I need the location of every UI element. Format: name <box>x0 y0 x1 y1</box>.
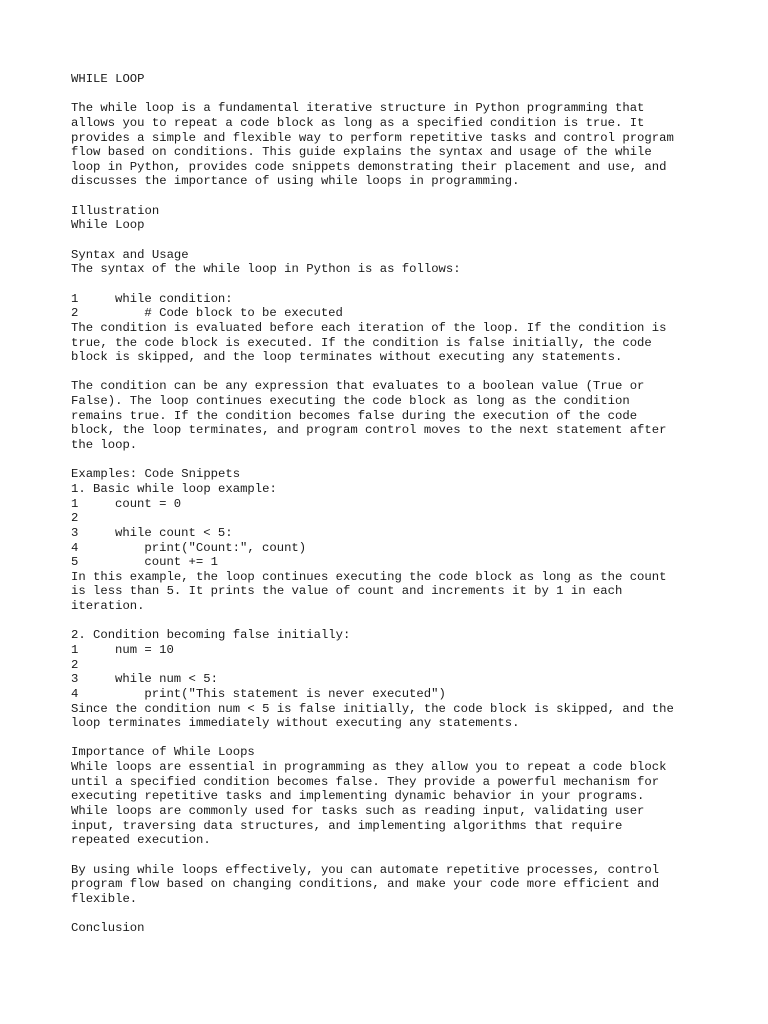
example-1-code-block <box>71 497 731 570</box>
text-line: The while loop is a fundamental iterative structure in Python programming that <box>71 101 645 116</box>
example-1-title: 1. Basic while loop example: <box>71 481 277 496</box>
code-text: while num < 5: <box>115 672 218 687</box>
code-text: while condition: <box>115 291 233 306</box>
code-line <box>71 292 731 307</box>
text-line: program flow based on changing conditions, and make your code more efficient and <box>71 877 660 892</box>
text-line: loop terminates immediately without executing any statements. <box>71 716 520 731</box>
text-line: remains true. If the condition becomes false during the execution of the code <box>71 408 638 423</box>
line-number: 1 <box>71 291 79 306</box>
code-line <box>71 643 731 658</box>
syntax-lead: The syntax of the while loop in Python is as follows: <box>71 262 461 277</box>
example-2-title: 2. Condition becoming false initially: <box>71 628 351 643</box>
code-line <box>71 541 731 556</box>
syntax-paragraph-2 <box>71 379 731 452</box>
text-line: executing repetitive tasks and implementing dynamic behavior in your programs. <box>71 789 645 804</box>
code-line <box>71 497 731 512</box>
code-text: count = 0 <box>115 496 182 511</box>
text-line: While loops are essential in programming as they allow you to repeat a code block <box>71 760 667 775</box>
text-line: true, the code block is executed. If the condition is false initially, the code <box>71 335 652 350</box>
text-line: provides a simple and flexible way to perform repetitive tasks and control program <box>71 130 674 145</box>
spacer <box>71 731 731 746</box>
code-text: num = 10 <box>115 642 174 657</box>
text-line: repeated execution. <box>71 833 211 848</box>
text-line: discusses the importance of using while loops in programming. <box>71 174 520 189</box>
code-text: # Code block to be executed <box>115 306 343 321</box>
text-line: By using while loops effectively, you can automate repetitive processes, control <box>71 862 660 877</box>
code-text: count += 1 <box>115 555 218 570</box>
syntax-code-block <box>71 292 731 321</box>
code-line <box>71 526 731 541</box>
line-number: 4 <box>71 686 79 701</box>
examples-heading: Examples: Code Snippets <box>71 467 241 482</box>
text-line: While loops are commonly used for tasks such as reading input, validating user <box>71 804 645 819</box>
text-line: the loop. <box>71 438 138 453</box>
text-line: allows you to repeat a code block as long as a specified condition is true. It <box>71 115 645 130</box>
code-line <box>71 687 731 702</box>
text-line: is less than 5. It prints the value of count and increments it by 1 in each <box>71 584 623 599</box>
text-line: flow based on conditions. This guide explains the syntax and usage of the while <box>71 145 652 160</box>
spacer <box>71 848 731 863</box>
code-line <box>71 658 731 673</box>
code-line <box>71 306 731 321</box>
line-number: 1 <box>71 496 79 511</box>
line-number: 5 <box>71 555 79 570</box>
spacer <box>71 907 731 922</box>
text-line: flexible. <box>71 891 138 906</box>
syntax-heading: Syntax and Usage <box>71 247 189 262</box>
spacer <box>71 233 731 248</box>
text-line: iteration. <box>71 599 145 614</box>
line-number: 1 <box>71 642 79 657</box>
code-text: print("Count:", count) <box>115 540 307 555</box>
illustration-heading: Illustration <box>71 203 160 218</box>
text-line: block, the loop terminates, and program control moves to the next statement after <box>71 423 667 438</box>
code-text: while count < 5: <box>115 525 233 540</box>
spacer <box>71 189 731 204</box>
document-title: WHILE LOOP <box>71 72 145 86</box>
text-line: input, traversing data structures, and implementing algorithms that require <box>71 818 623 833</box>
example-2-explanation <box>71 702 731 731</box>
text-line: False). The loop continues executing the code block as long as the condition <box>71 394 630 409</box>
intro-paragraph <box>71 101 731 189</box>
spacer <box>71 614 731 629</box>
importance-heading: Importance of While Loops <box>71 745 255 760</box>
text-line: In this example, the loop continues executing the code block as long as the count <box>71 569 667 584</box>
text-line: The condition can be any expression that evaluates to a boolean value (True or <box>71 379 645 394</box>
code-line <box>71 672 731 687</box>
text-line: loop in Python, provides code snippets demonstrating their placement and use, and <box>71 159 667 174</box>
line-number: 3 <box>71 525 79 540</box>
code-text: print("This statement is never executed") <box>115 686 446 701</box>
importance-paragraph-1 <box>71 760 731 848</box>
spacer <box>71 87 731 102</box>
line-number: 3 <box>71 672 79 687</box>
conclusion-heading: Conclusion <box>71 921 145 936</box>
illustration-caption: While Loop <box>71 218 145 233</box>
text-line: block is skipped, and the loop terminates without executing any statements. <box>71 350 623 365</box>
spacer <box>71 277 731 292</box>
text-line: until a specified condition becomes false. They provide a powerful mechanism for <box>71 774 660 789</box>
line-number: 2 <box>71 306 79 321</box>
example-1-explanation <box>71 570 731 614</box>
importance-paragraph-2 <box>71 863 731 907</box>
line-number: 2 <box>71 657 79 672</box>
line-number: 4 <box>71 540 79 555</box>
code-line <box>71 511 731 526</box>
document-page <box>71 72 731 936</box>
spacer <box>71 365 731 380</box>
spacer <box>71 453 731 468</box>
text-line: The condition is evaluated before each iteration of the loop. If the condition is <box>71 320 667 335</box>
text-line: Since the condition num < 5 is false initially, the code block is skipped, and the <box>71 701 674 716</box>
syntax-paragraph-1 <box>71 321 731 365</box>
example-2-code-block <box>71 643 731 702</box>
line-number: 2 <box>71 511 79 526</box>
code-line <box>71 555 731 570</box>
